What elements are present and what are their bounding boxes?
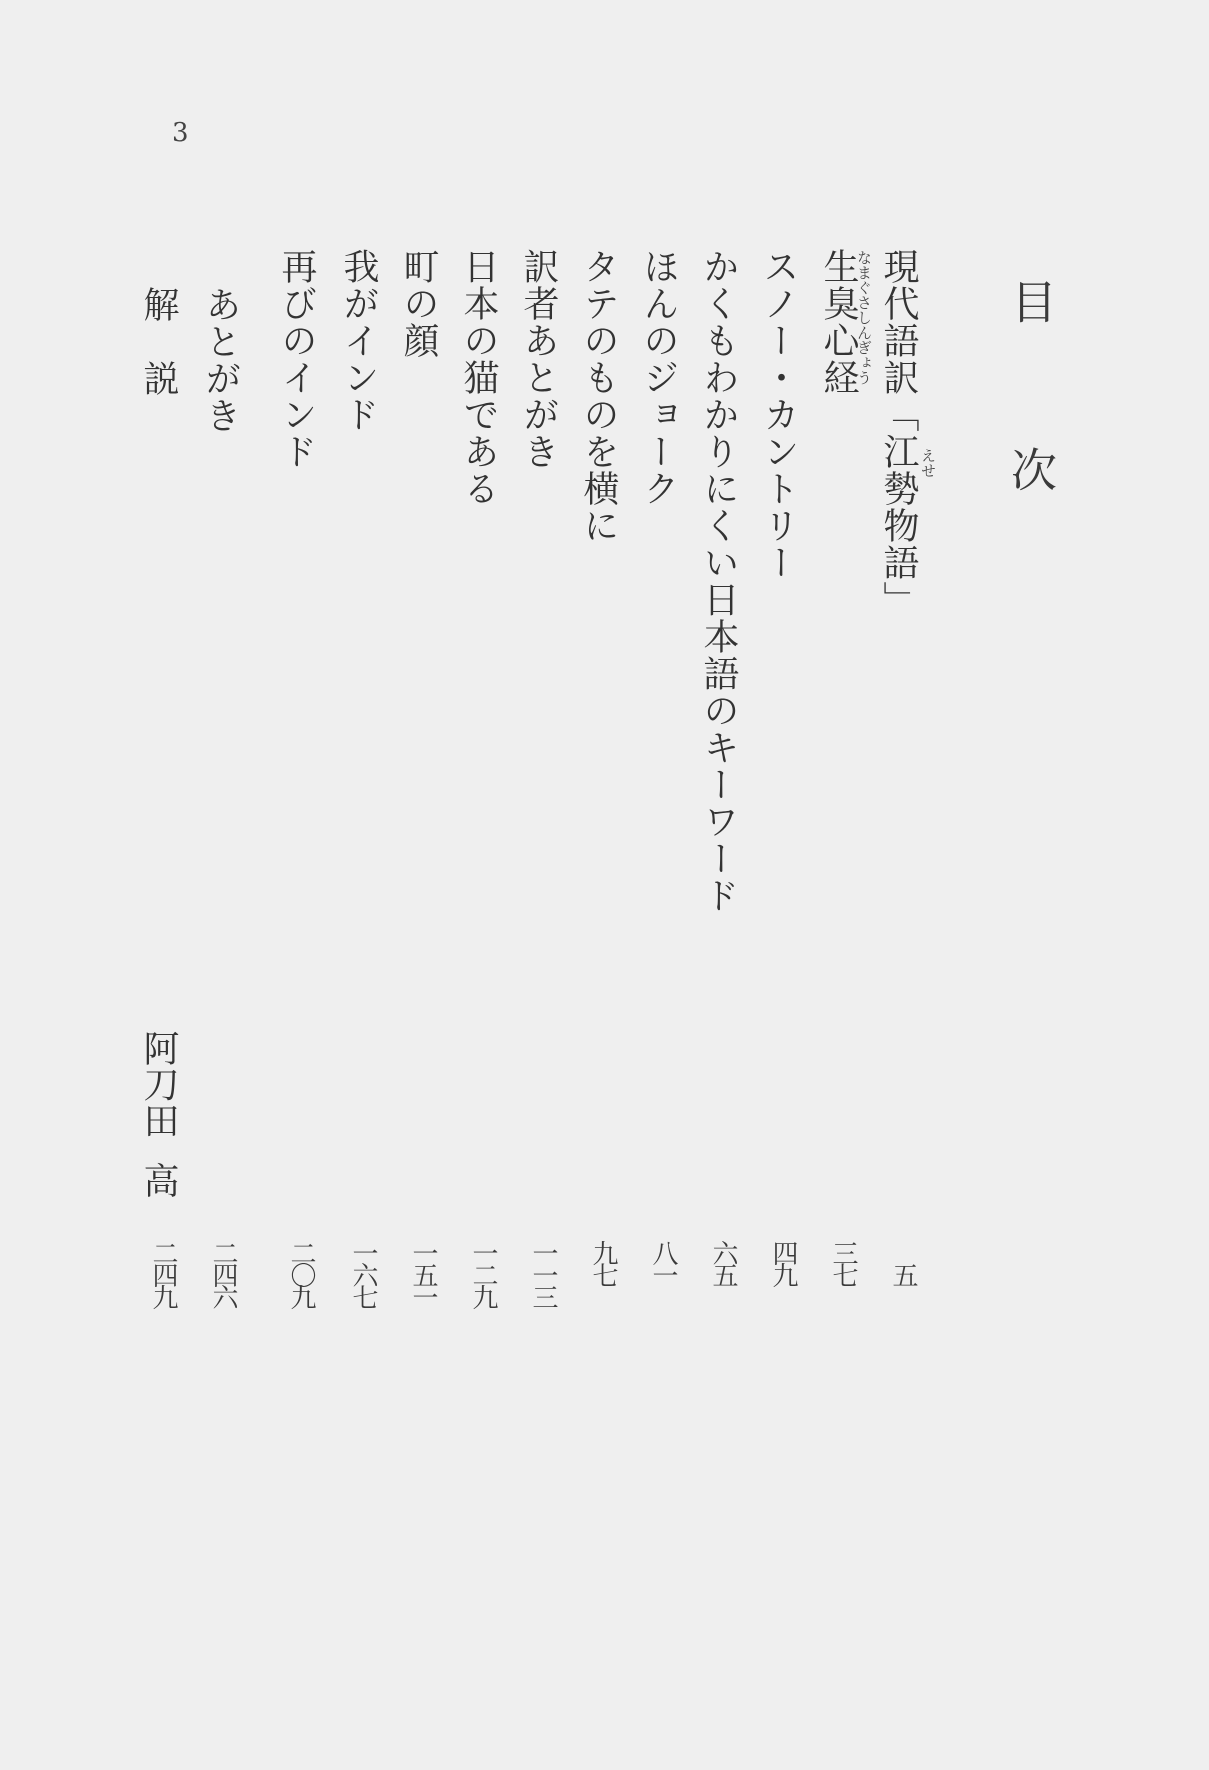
toc-entry-13: 解 説 bbox=[138, 286, 179, 397]
page-ref-12: 二四六 bbox=[208, 1240, 238, 1306]
toc-entry-9: 町の顔 bbox=[398, 248, 439, 359]
toc-entry-3: スノー・カントリー bbox=[758, 248, 799, 581]
page-number: 3 bbox=[172, 118, 189, 148]
page-ref-4: 六五 bbox=[708, 1240, 738, 1284]
toc-entry-6: タテのものを横に bbox=[578, 248, 619, 544]
page-ref-2: 三七 bbox=[828, 1240, 858, 1284]
ruby-namagusa: なまぐさしんぎょう bbox=[855, 250, 873, 385]
author-given-name: 高 bbox=[138, 1162, 179, 1198]
toc-title: 目 次 bbox=[1004, 278, 1058, 530]
toc-entry-1: 現代語訳「江勢物語」 bbox=[878, 248, 919, 618]
toc-entry-8: 日本の猫である bbox=[458, 248, 499, 507]
page-ref-11: 二〇九 bbox=[286, 1240, 316, 1306]
page-ref-5: 八一 bbox=[648, 1240, 678, 1284]
page-ref-7: 一一三 bbox=[528, 1240, 558, 1306]
page-ref-1: 五 bbox=[888, 1262, 918, 1284]
page-ref-6: 九七 bbox=[588, 1240, 618, 1284]
author-name bbox=[136, 1030, 180, 1198]
toc-entry-5: ほんのジョーク bbox=[638, 248, 679, 507]
page-ref-9: 一五一 bbox=[408, 1240, 438, 1306]
author-family-name: 阿刀田 bbox=[138, 1030, 179, 1138]
page-ref-13: 二四九 bbox=[148, 1240, 178, 1306]
toc-entry-2: 生臭心経 bbox=[818, 248, 859, 396]
toc-entry-11: 再びのインド bbox=[276, 248, 317, 470]
toc-entry-4: かくもわかりにくい日本語のキーワード bbox=[698, 248, 739, 914]
page-ref-10: 一六七 bbox=[348, 1240, 378, 1306]
toc-entry-10: 我がインド bbox=[338, 248, 379, 433]
ruby-ese: えせ bbox=[919, 448, 937, 478]
toc-entry-12: あとがき bbox=[200, 286, 241, 434]
page-ref-3: 四九 bbox=[768, 1240, 798, 1284]
toc-entry-7: 訳者あとがき bbox=[518, 248, 559, 470]
page-ref-8: 一二九 bbox=[468, 1240, 498, 1306]
